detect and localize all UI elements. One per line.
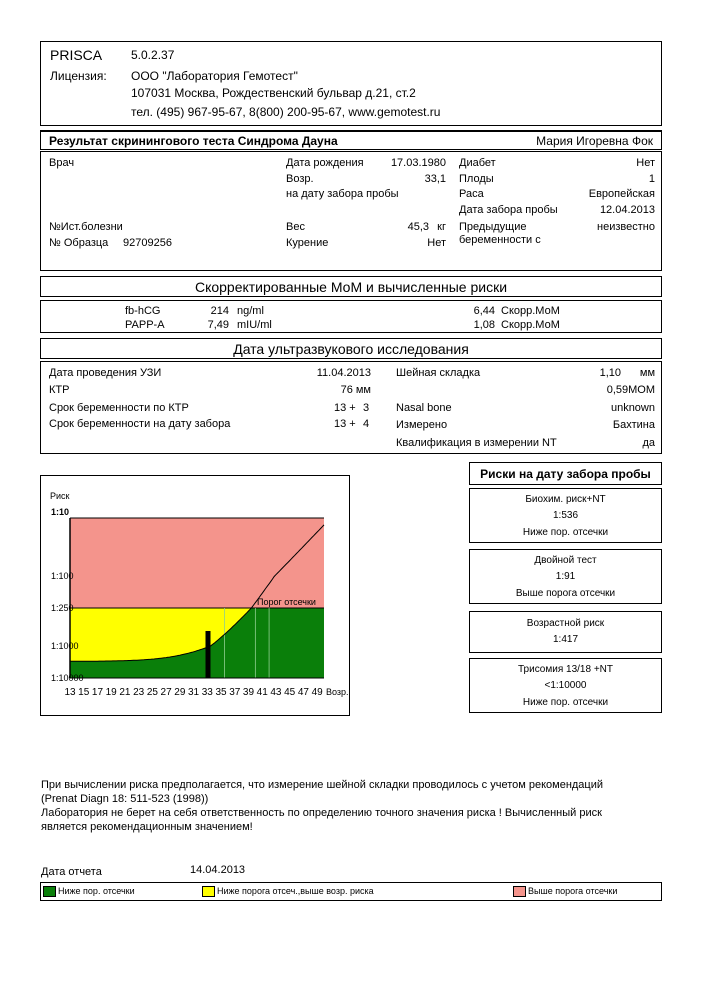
risk-biochem-label: Биохим. риск+NT bbox=[525, 494, 606, 505]
pappa-name: PAPP-A bbox=[125, 319, 165, 331]
prev-preg-label-2: беременности с bbox=[459, 234, 541, 246]
race-value: Европейская bbox=[588, 188, 655, 200]
x-tick-label: 17 bbox=[91, 687, 104, 698]
ultrasound-header bbox=[40, 338, 662, 359]
pappa-unit: mIU/ml bbox=[237, 319, 272, 331]
prev-preg-label: Предыдущие bbox=[459, 221, 527, 233]
fetuses-label: Плоды bbox=[459, 173, 494, 185]
mom-section-title: Скорректированные МоМ и вычисленные риски bbox=[194, 279, 508, 295]
x-tick-labels bbox=[64, 687, 323, 698]
mom-section-header bbox=[40, 276, 662, 297]
legend-between-label: Ниже порога отсеч.,выше возр. риска bbox=[217, 886, 374, 896]
risk-chart bbox=[41, 476, 349, 715]
weight-value: 45,3 bbox=[407, 221, 429, 233]
doctor-label: Врач bbox=[49, 157, 75, 169]
hcg-unit: ng/ml bbox=[237, 305, 264, 317]
measured-label: Измерено bbox=[396, 419, 448, 431]
pappa-mom-label: Скорр.МоМ bbox=[501, 319, 560, 331]
nt-value: 1,10 bbox=[599, 367, 621, 379]
risk-biochem-status: Ниже пор. отсечки bbox=[522, 527, 609, 538]
qual-value: да bbox=[642, 437, 655, 449]
note-line-1: При вычислении риска предполагается, что измерение шейной складки проводилось с учетом рекомендаций bbox=[41, 779, 604, 791]
ktr-label: КТР bbox=[49, 384, 70, 396]
x-tick-label: 23 bbox=[133, 687, 145, 698]
race-label: Раса bbox=[459, 188, 484, 200]
us-date-value: 11.04.2013 bbox=[316, 367, 371, 379]
patient-info-box bbox=[40, 151, 662, 271]
hcg-mom-label: Скорр.МоМ bbox=[501, 305, 560, 317]
x-tick-label: 31 bbox=[188, 687, 200, 698]
risk-double-label: Двойной тест bbox=[534, 555, 597, 566]
zone-above-cutoff bbox=[70, 518, 324, 608]
app-version: 5.0.2.37 bbox=[131, 48, 175, 62]
legend-swatch-below bbox=[43, 886, 56, 897]
y-tick-label: 1:100 bbox=[51, 571, 74, 581]
note-line-4: является рекомендационным значением! bbox=[41, 821, 253, 833]
age-value: 33,1 bbox=[424, 173, 446, 185]
cutoff-label: Порог отсечки bbox=[257, 597, 316, 607]
chart-xlabel: Возр. bbox=[326, 687, 349, 697]
x-tick-label: 15 bbox=[78, 687, 90, 698]
y-tick-label: 1:10000 bbox=[51, 673, 84, 683]
ultrasound-box bbox=[40, 361, 662, 454]
nasal-label: Nasal bone bbox=[396, 402, 452, 414]
risk-chart-box bbox=[40, 475, 350, 716]
term-ktr-weeks: 13 + bbox=[334, 402, 356, 414]
title-bar bbox=[40, 130, 662, 150]
lab-contacts: тел. (495) 967-95-67, 8(800) 200-95-67, www.gemotest.ru bbox=[131, 105, 441, 119]
pappa-mom: 1,08 bbox=[473, 319, 495, 331]
x-tick-label: 39 bbox=[242, 687, 255, 698]
x-tick-label: 25 bbox=[146, 687, 158, 698]
risk-trisomy-label: Трисомия 13/18 +NT bbox=[518, 664, 613, 675]
measured-value: Бахтина bbox=[612, 419, 655, 431]
x-tick-label: 37 bbox=[229, 687, 241, 698]
hcg-value: 214 bbox=[210, 305, 229, 317]
ktr-value: 76 мм bbox=[340, 384, 371, 396]
chart-ylabel: Риск bbox=[50, 491, 70, 501]
x-tick-label: 49 bbox=[311, 687, 323, 698]
app-name: PRISCA bbox=[50, 47, 103, 63]
nt-label: Шейная складка bbox=[396, 367, 481, 379]
smoking-value: Нет bbox=[427, 237, 446, 249]
sample-label: № Образца bbox=[49, 237, 109, 249]
diabetes-label: Диабет bbox=[459, 157, 496, 169]
pappa-value: 7,49 bbox=[207, 319, 229, 331]
term-sample-weeks: 13 + bbox=[334, 418, 356, 430]
report-date-label: Дата отчета bbox=[41, 866, 102, 878]
risk-double-status: Выше порога отсечки bbox=[515, 588, 616, 599]
age-label: Возр. bbox=[286, 173, 314, 185]
x-tick-label: 45 bbox=[284, 687, 296, 698]
y-tick-label: 1:1000 bbox=[51, 641, 79, 651]
risk-age-label: Возрастной риск bbox=[526, 618, 605, 629]
x-tick-label: 21 bbox=[119, 687, 131, 698]
mom-section-box bbox=[40, 300, 662, 333]
sample-date-label: Дата забора пробы bbox=[459, 204, 558, 216]
x-tick-label: 43 bbox=[270, 687, 282, 698]
term-ktr-label: Срок беременности по КТР bbox=[49, 402, 189, 414]
risk-card-double bbox=[469, 549, 662, 604]
x-tick-label: 33 bbox=[201, 687, 213, 698]
risks-title-box bbox=[469, 462, 662, 485]
risk-age-value: 1:417 bbox=[552, 634, 579, 645]
nt-mom: 0,59МОМ bbox=[606, 384, 655, 396]
term-sample-label: Срок беременности на дату забора bbox=[49, 418, 231, 430]
birth-label: Дата рождения bbox=[286, 157, 364, 169]
legend-above-label: Выше порога отсечки bbox=[528, 886, 618, 896]
x-tick-label: 47 bbox=[297, 687, 309, 698]
nasal-value: unknown bbox=[610, 402, 655, 414]
risks-title: Риски на дату забора пробы bbox=[480, 467, 651, 481]
x-tick-label: 19 bbox=[105, 687, 117, 698]
patient-name: Мария Игоревна Фок bbox=[536, 134, 653, 148]
y-tick-label: 1:10 bbox=[51, 507, 70, 517]
legend-box bbox=[40, 882, 662, 901]
sample-value: 92709256 bbox=[123, 237, 172, 249]
risk-card-age bbox=[469, 611, 662, 653]
history-label: №Ист.болезни bbox=[49, 221, 123, 233]
us-date-label: Дата проведения УЗИ bbox=[49, 367, 162, 379]
risk-trisomy-status: Ниже пор. отсечки bbox=[522, 697, 609, 708]
legend-swatch-above bbox=[513, 886, 526, 897]
x-tick-label: 27 bbox=[160, 687, 172, 698]
patient-age-marker bbox=[206, 631, 211, 678]
fetuses-value: 1 bbox=[648, 173, 655, 185]
age-note: на дату забора пробы bbox=[286, 188, 399, 200]
term-sample-days: 4 bbox=[363, 418, 370, 430]
qual-label: Квалификация в измерении NT bbox=[396, 437, 557, 449]
x-tick-label: 29 bbox=[174, 687, 186, 698]
license-label: Лицензия: bbox=[50, 69, 107, 83]
x-tick-label: 35 bbox=[215, 687, 227, 698]
ultrasound-title: Дата ультразвукового исследования bbox=[233, 341, 469, 357]
report-title: Результат скринингового теста Синдрома Дауна bbox=[49, 134, 338, 148]
note-line-3: Лаборатория не берет на себя ответственность по определению точного значения риска ! Вычисленный риск bbox=[41, 807, 602, 819]
birth-value: 17.03.1980 bbox=[390, 157, 446, 169]
prev-preg-value: неизвестно bbox=[597, 221, 655, 233]
diabetes-value: Нет bbox=[636, 157, 655, 169]
risk-biochem-value: 1:536 bbox=[552, 510, 579, 521]
risk-card-biochem bbox=[469, 488, 662, 543]
legend-swatch-between bbox=[202, 886, 215, 897]
term-ktr-days: 3 bbox=[363, 402, 370, 414]
risk-double-value: 1:91 bbox=[555, 571, 576, 582]
hcg-mom: 6,44 bbox=[473, 305, 495, 317]
note-line-2: (Prenat Diagn 18: 511-523 (1998)) bbox=[41, 793, 209, 805]
nt-unit: мм bbox=[639, 367, 655, 379]
risk-trisomy-value: <1:10000 bbox=[544, 680, 587, 691]
x-tick-label: 41 bbox=[256, 687, 268, 698]
smoking-label: Курение bbox=[286, 237, 329, 249]
lab-address: 107031 Москва, Рождественский бульвар д.21, ст.2 bbox=[131, 86, 416, 100]
legend-below-label: Ниже пор. отсечки bbox=[58, 886, 135, 896]
hcg-name: fb-hCG bbox=[125, 305, 161, 317]
risk-card-trisomy bbox=[469, 658, 662, 713]
license-org: ООО "Лаборатория Гемотест" bbox=[131, 69, 298, 83]
header-box bbox=[40, 41, 662, 126]
weight-label: Вес bbox=[286, 221, 305, 233]
y-tick-label: 1:250 bbox=[51, 603, 74, 613]
report-date-value: 14.04.2013 bbox=[190, 864, 246, 876]
weight-unit: кг bbox=[437, 221, 446, 233]
sample-date-value: 12.04.2013 bbox=[599, 204, 655, 216]
x-tick-label: 13 bbox=[64, 687, 76, 698]
